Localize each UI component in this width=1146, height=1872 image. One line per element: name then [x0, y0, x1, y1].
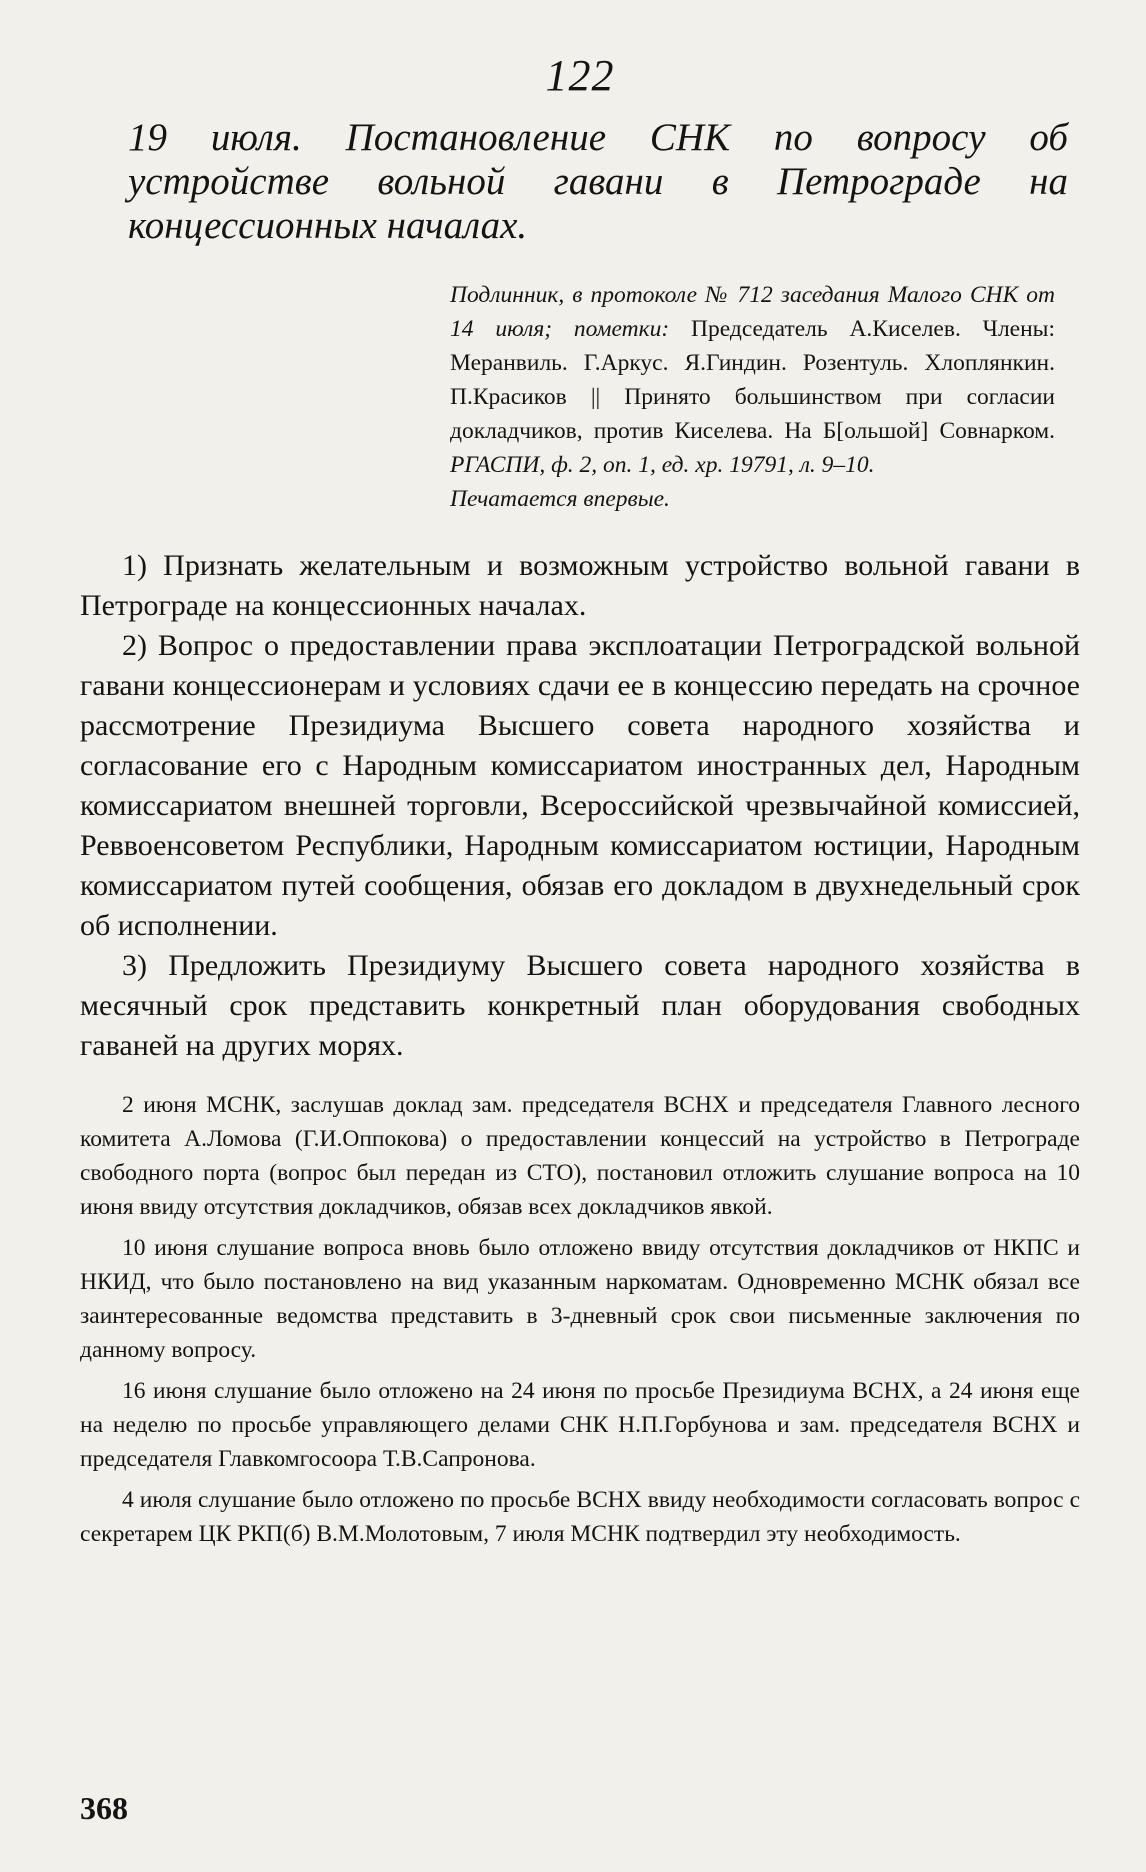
resolution-item-3: 3) Предложить Президиуму Высшего совета народного хозяйства в месячный срок представить конкретный план оборудования свободных гаваней на других морях.	[80, 949, 1080, 1062]
note-paragraph-1: 2 июня МСНК, заслушав доклад зам. председателя ВСНХ и председателя Главного лесного комитета А.Ломова (Г.И.Оппокова) о предоставлении концессий на устройство в Петрограде свободного порта (вопрос был передан из СТО), постановил отложить слушание вопроса на 10 июня ввиду отсутствия докладчиков, обязав всех докладчиков явкой.	[80, 1092, 1080, 1220]
source-note	[450, 278, 1055, 516]
note-paragraph-3: 16 июня слушание было отложено на 24 июня по просьбе Президиума ВСНХ, а 24 июня еще на неделю по просьбе управляющего делами СНК Н.П.Горбунова и зам. председателя ВСНХ и председателя Главкомгосоора Т.В.Сапронова.	[80, 1378, 1080, 1472]
document-title: 19 июля. Постановление СНК по вопросу об устройстве вольной гавани в Петрограде на концессионных началах.	[128, 116, 1068, 247]
source-archive: РГАСПИ, ф. 2, оп. 1, ед. хр. 19791, л. 9–10.	[450, 452, 875, 478]
page-number: 368	[80, 1790, 128, 1826]
publication-note: Печатается впервые.	[450, 486, 670, 512]
resolution-item-2: 2) Вопрос о предоставлении права эксплоатации Петроградской вольной гавани концессионерам и условиях сдачи ее в концессию передать на срочное рассмотрение Президиума Высшего совета народного хозяйства и согласование его с Народным комиссариатом иностранных дел, Народным комиссариатом внешней торговли, Всероссийской чрезвычайной комиссией, Реввоенсоветом Республики, Народным комиссариатом юстиции, Народным комиссариатом путей сообщения, обязав его докладом в двухнедельный срок об исполнении.	[80, 629, 1080, 942]
source-note-text	[450, 278, 1055, 482]
note-paragraph-4: 4 июля слушание было отложено по просьбе ВСНХ ввиду необходимости согласовать вопрос с секретарем ЦК РКП(б) В.М.Молотовым, 7 июля МСНК подтвердил эту необходимость.	[80, 1487, 1080, 1547]
note-paragraph-2: 10 июня слушание вопроса вновь было отложено ввиду отсутствия докладчиков от НКПС и НКИД, что было постановлено на вид указанным наркоматам. Одновременно МСНК обязал все заинтересованные ведомства представить в 3-дневный срок свои письменные заключения по данному вопросу.	[80, 1235, 1080, 1363]
resolution-body	[80, 546, 1080, 1066]
source-original: Подлинник, в протоколе № 712 заседания Малого СНК от 14 июля; пометки:	[450, 282, 1055, 342]
source-marks: Председатель А.Киселев. Члены: Меранвиль. Г.Аркус. Я.Гиндин. Розентуль. Хлоплянкин. П.Красиков || Принято большинством при согласии докладчиков, против Киселева. На Б[ольшой] Совнарком.	[450, 316, 1055, 444]
document-number: 122	[545, 51, 615, 100]
resolution-item-1: 1) Признать желательным и возможным устройство вольной гавани в Петрограде на концессионных началах.	[80, 549, 1080, 622]
commentary-notes	[80, 1088, 1080, 1551]
document-page	[80, 48, 1080, 1558]
